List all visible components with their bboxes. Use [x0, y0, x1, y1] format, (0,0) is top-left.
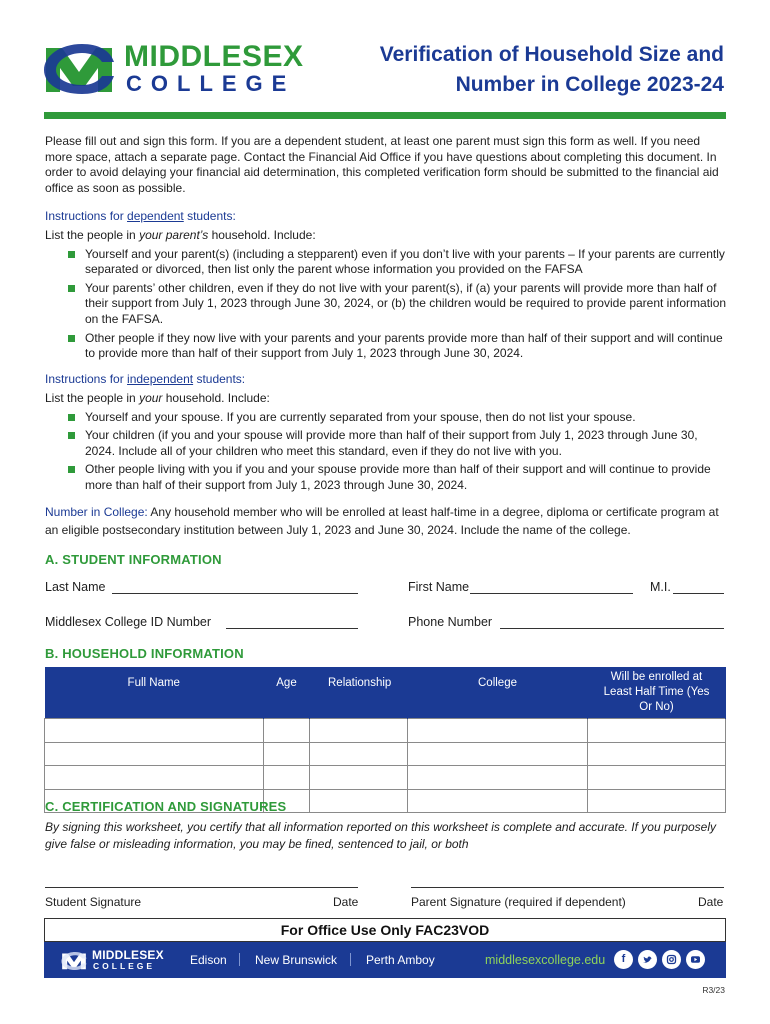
household-table — [44, 667, 726, 813]
facebook-icon[interactable]: f — [614, 950, 633, 969]
table-cell[interactable] — [264, 719, 310, 743]
parent-signature-label: Parent Signature (required if dependent) — [411, 895, 626, 909]
first-name-label: First Name — [408, 580, 470, 594]
list-item: Yourself and your spouse. If you are currently separated from your spouse, then do not list your spouse. — [45, 410, 729, 426]
phone-label: Phone Number — [408, 615, 493, 629]
student-signature-label: Student Signature — [45, 895, 142, 909]
office-use-box: For Office Use Only FAC23VOD — [44, 918, 726, 942]
col-half-time: Will be enrolled at Least Half Time (Yes Or No) — [588, 667, 726, 719]
twitter-icon[interactable] — [638, 950, 657, 969]
website-link[interactable]: middlesexcollege.edu — [485, 953, 606, 967]
dependent-lead: List the people in your parent’s household. Include: — [45, 228, 316, 242]
footer-monogram-icon — [60, 951, 88, 971]
table-cell[interactable] — [45, 766, 264, 790]
list-item: Your children (if you and your spouse will provide more than half of their support from July 1, 2023 through June 30, 2024. Include all of your children who meet this standard, even if they do not live with you. — [45, 428, 729, 459]
table-cell[interactable] — [310, 789, 408, 813]
title-line-2: Number in College 2023-24 — [455, 73, 724, 96]
phone-field[interactable] — [500, 628, 724, 629]
table-row — [45, 742, 726, 766]
document-title — [344, 40, 724, 100]
table-cell[interactable] — [588, 719, 726, 743]
table-cell[interactable] — [310, 742, 408, 766]
independent-link[interactable]: independent — [127, 372, 194, 386]
instagram-icon[interactable] — [662, 950, 681, 969]
dependent-heading-pre: Instructions for — [45, 209, 128, 223]
number-in-college — [45, 503, 729, 539]
table-cell[interactable] — [408, 742, 588, 766]
table-cell[interactable] — [408, 719, 588, 743]
location-perth-amboy: Perth Amboy — [366, 953, 435, 967]
table-row — [45, 766, 726, 790]
student-signature-field[interactable] — [45, 887, 358, 888]
table-cell[interactable] — [408, 789, 588, 813]
location-edison: Edison — [190, 953, 227, 967]
list-item: Your parents’ other children, even if they do not live with your parent(s), if (a) your parents will provide more than half of their support from July 1, 2023 through June 30, 2024, or (b) the children would be required to provide parent information on the FAFSA. — [45, 281, 729, 328]
number-in-college-label: Number in College: — [45, 505, 148, 519]
col-age: Age — [264, 667, 310, 719]
footer-logo-word-2: COLLEGE — [93, 961, 156, 971]
id-number-label: Middlesex College ID Number — [45, 615, 212, 629]
table-cell[interactable] — [45, 742, 264, 766]
student-date-label: Date — [333, 895, 359, 909]
footer-bar — [44, 942, 726, 978]
table-cell[interactable] — [264, 742, 310, 766]
footer-separator — [350, 953, 351, 966]
section-c-heading: C. CERTIFICATION AND SIGNATURES — [45, 799, 287, 814]
independent-lead: List the people in your household. Include: — [45, 391, 270, 405]
col-full-name: Full Name — [45, 667, 264, 719]
col-college: College — [408, 667, 588, 719]
logo-word-middlesex: MIDDLESEX — [124, 40, 304, 73]
table-cell[interactable] — [588, 766, 726, 790]
number-in-college-text: Any household member who will be enrolled at least half-time in a degree, diploma or certificate program at an eligible postsecondary institution between July 1, 2023 and June 30, 2024. Include the name of the college. — [45, 505, 719, 537]
dependent-heading — [45, 209, 236, 223]
last-name-field[interactable] — [112, 593, 358, 594]
table-cell[interactable] — [588, 789, 726, 813]
independent-heading — [45, 372, 245, 386]
mi-label: M.I. — [650, 580, 671, 594]
mc-monogram-icon — [40, 42, 118, 96]
section-a-heading: A. STUDENT INFORMATION — [45, 552, 222, 567]
footer-logo-word-1: MIDDLESEX — [92, 948, 164, 962]
footer-logo — [60, 949, 170, 973]
table-cell[interactable] — [310, 719, 408, 743]
list-item: Other people if they now live with your parents and your parents provide more than half of their support and will continue to provide more than half of their support from July 1, 2023 through June 30, 2024. — [45, 331, 729, 362]
last-name-label: Last Name — [45, 580, 106, 594]
title-line-1: Verification of Household Size and — [379, 43, 724, 66]
dependent-list — [45, 228, 729, 362]
table-cell[interactable] — [588, 742, 726, 766]
revision-code: R3/23 — [702, 985, 725, 995]
footer-separator — [239, 953, 240, 966]
table-cell[interactable] — [310, 766, 408, 790]
youtube-icon[interactable] — [686, 950, 705, 969]
dependent-heading-post: students: — [183, 209, 236, 223]
section-b-heading: B. HOUSEHOLD INFORMATION — [45, 646, 244, 661]
intro-paragraph: Please fill out and sign this form. If you are a dependent student, at least one parent must sign this form as well. If you need more space, attach a separate page. Contact the Financial Aid Office if you have questions about completing this document. In order to avoid delaying your financial aid determination, this completed verification form should be submitted to the financial aid office as soon as possible. — [45, 134, 719, 195]
logo-word-college: COLLEGE — [126, 71, 296, 96]
table-cell[interactable] — [45, 719, 264, 743]
list-item: Yourself and your parent(s) (including a stepparent) even if you don’t live with your parents – If your parents are currently separated or divorced, then list only the parent whose information you provided on the FAFSA — [45, 247, 729, 278]
table-header-row — [45, 667, 726, 719]
table-cell[interactable] — [408, 766, 588, 790]
dependent-link[interactable]: dependent — [127, 209, 184, 223]
independent-list — [45, 391, 729, 494]
independent-heading-post: students: — [193, 372, 246, 386]
college-logo — [40, 40, 320, 96]
col-relationship: Relationship — [310, 667, 408, 719]
mi-field[interactable] — [673, 593, 724, 594]
location-new-brunswick: New Brunswick — [255, 953, 338, 967]
table-row — [45, 719, 726, 743]
first-name-field[interactable] — [470, 593, 633, 594]
independent-heading-pre: Instructions for — [45, 372, 128, 386]
parent-signature-field[interactable] — [411, 887, 724, 888]
id-number-field[interactable] — [226, 628, 358, 629]
list-item: Other people living with you if you and your spouse provide more than half of their support and will continue to provide more than half of their support from July 1, 2023 through June 30, 2024. — [45, 462, 729, 493]
certification-text: By signing this worksheet, you certify that all information reported on this worksheet is complete and accurate. If you purposely give false or misleading information, you may be fined, sentenced to jail, or both — [45, 820, 717, 851]
header-divider — [44, 112, 726, 119]
table-cell[interactable] — [264, 766, 310, 790]
parent-date-label: Date — [698, 895, 724, 909]
